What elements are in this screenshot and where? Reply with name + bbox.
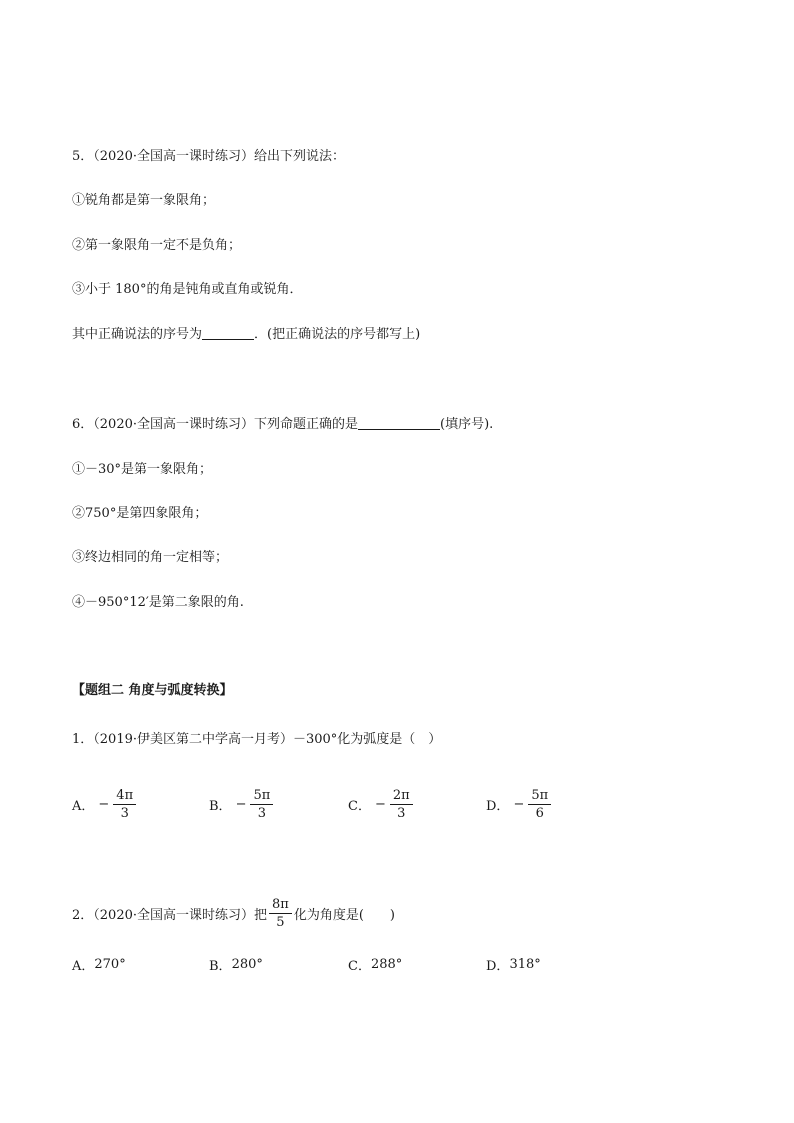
q6-stem-line — [72, 416, 493, 434]
fraction-denominator: 3 — [120, 805, 129, 821]
q5-answer-prefix: 其中正确说法的序号为 — [72, 327, 203, 342]
option-label: A． — [72, 798, 95, 814]
g2q2-option-c[interactable] — [348, 944, 402, 984]
q5-stem: 5．（2020·全国高一课时练习）给出下列说法： — [72, 149, 345, 164]
minus-sign: − — [513, 796, 525, 812]
q6-stem-suffix: (填序号). — [440, 417, 494, 432]
minus-sign: − — [235, 796, 247, 812]
g2q2-stem — [72, 893, 395, 933]
fraction — [269, 896, 292, 931]
fraction-denominator: 3 — [257, 805, 267, 821]
fraction-denominator: 6 — [535, 805, 544, 821]
q6-item-3: ③终边相同的角一定相等； — [72, 550, 229, 565]
option-value: 270° — [94, 956, 126, 972]
fraction-denominator: 5 — [276, 914, 285, 930]
q5-answer-line — [72, 326, 420, 344]
g2q2-stem-prefix: 2．（2020·全国高一课时练习）把 — [72, 907, 267, 923]
g2q1-stem: 1．（2019·伊美区第二中学高一月考）－300°化为弧度是（ ） — [72, 732, 442, 747]
q6-answer-blank[interactable] — [358, 416, 440, 430]
fraction — [113, 787, 136, 822]
option-label: B． — [209, 798, 232, 814]
fraction-denominator: 3 — [397, 805, 406, 821]
g2q1-option-b[interactable] — [209, 784, 275, 824]
q5-item-1: ①锐角都是第一象限角； — [72, 193, 216, 208]
q6-item-4: ④－950°12′是第二象限的角. — [72, 595, 244, 610]
q5-answer-blank[interactable] — [202, 326, 254, 340]
fraction — [528, 787, 551, 822]
minus-sign: − — [374, 796, 386, 812]
g2q2-option-b[interactable] — [209, 944, 263, 984]
fraction — [250, 787, 273, 822]
option-label: C． — [348, 798, 371, 814]
section-title: 【题组二 角度与弧度转换】 — [72, 683, 233, 698]
fraction-numerator: 2π — [390, 787, 413, 805]
fraction-numerator: 8π — [269, 896, 292, 914]
option-label: C． — [348, 958, 371, 974]
q5-item-2: ②第一象限角一定不是负角； — [72, 238, 242, 253]
option-value: 280° — [231, 956, 263, 972]
option-value: 288° — [370, 956, 403, 972]
q5-answer-suffix: ．(把正确说法的序号都写上) — [254, 327, 421, 342]
q6-stem-prefix: 6．（2020·全国高一课时练习）下列命题正确的是 — [72, 417, 358, 432]
q6-item-1: ①－30°是第一象限角； — [72, 462, 213, 477]
option-label: B． — [209, 958, 232, 974]
fraction-numerator: 5π — [250, 787, 273, 805]
g2q1-option-c[interactable] — [348, 784, 415, 824]
g2q1-option-d[interactable] — [486, 784, 553, 824]
g2q1-option-a[interactable] — [72, 784, 138, 824]
g2q2-option-d[interactable] — [486, 944, 541, 984]
fraction-numerator: 5π — [528, 787, 551, 805]
option-value: 318° — [509, 956, 541, 972]
minus-sign: − — [98, 796, 110, 812]
q6-item-2: ②750°是第四象限角； — [72, 506, 208, 521]
option-label: A． — [72, 958, 95, 974]
option-label: D． — [486, 958, 510, 974]
q5-item-3: ③小于 180°的角是钝角或直角或锐角． — [72, 282, 303, 297]
fraction — [390, 787, 413, 822]
g2q2-option-a[interactable] — [72, 944, 126, 984]
option-label: D． — [486, 798, 510, 814]
g2q2-stem-suffix: 化为角度是( ) — [293, 907, 395, 923]
fraction-numerator: 4π — [113, 787, 136, 805]
